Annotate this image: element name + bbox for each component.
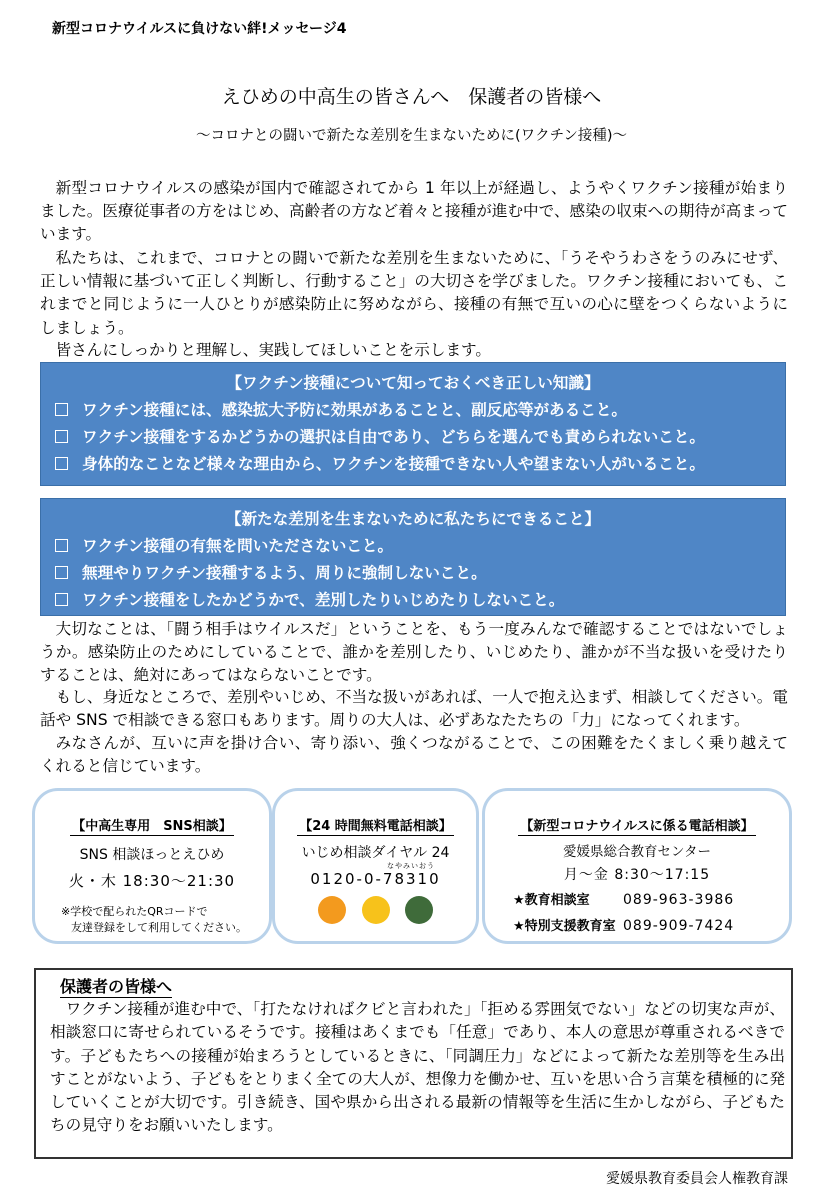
footer-issuer: 愛媛県教育委員会人権教育課 [606, 1171, 788, 1187]
header-label: 新型コロナウイルスに負けない絆!メッセージ4 [52, 21, 347, 37]
corona-line-1[interactable]: ★教育相談室 089-963-3986 [513, 892, 735, 908]
guardian-text: ワクチン接種が進む中で、「打たなければクビと言われた」「拒める雰囲気でない」などの切実な声が、相談窓口に寄せられているそうです。接種はあくまでも「任意」であり、本人の意思が尊重されるべきです。子どもたちへの接種が始まろうとしているときに、「同調圧力」などによって新たな差別等を生み出すことがないよう、子どもをとりまく全ての大人が、想像力を働かせ、互いを思い合う言葉を積極的に発していくことが大切です。引き続き、国や県から出される最新の情報等を生活に生かしながら、子どもたちの見守りをお願いいたします。 [50, 1000, 785, 1135]
sns-note-line-2: 友達登録をして利用してください。 [71, 921, 247, 934]
sns-consultation-card [32, 788, 272, 944]
checkbox-icon [55, 457, 68, 470]
intro-paragraph-1: 新型コロナウイルスの感染が国内で確認されてから 1 年以上が経過し、ようやくワクチン接種が始まりました。医療従事者の方をはじめ、高齢者の方など着々と接種が進む中で、感染の収束への期待が高まっています。 [40, 179, 788, 244]
closing-paragraph-1: 大切なことは、「闘う相手はウイルスだ」ということを、もう一度みんなで確認することではないでしょうか。感染防止のためにしていることで、誰かを差別したり、いじめたり、誰かが不当な扱いを受けたりすることは、絶対にあってはならないことです。 [40, 620, 788, 685]
closing-paragraph-3: みなさんが、互いに声を掛け合い、寄り添い、強くつながることで、この困難をたくましく乗り越えてくれると信じています。 [40, 734, 788, 776]
intro-paragraph-3: 皆さんにしっかりと理解し、実践してほしいことを示します。 [55, 341, 491, 359]
sns-service-name: SNS 相談ほっとえひめ [79, 847, 225, 863]
sns-hours: 火・木 18:30～21:30 [68, 872, 236, 890]
checkbox-icon [55, 403, 68, 416]
mascot-row [275, 896, 476, 928]
knowledge-item: 身体的なことなど様々な理由から、ワクチンを接種できない人や望まない人がいること。 [41, 451, 785, 478]
action-box [40, 498, 786, 616]
phone24-service-name: いじめ相談ダイヤル 24 [301, 845, 450, 861]
sns-heading: 【中高生専用 SNS相談】 [70, 815, 234, 836]
phone24-number[interactable]: なやみいおう 0120-0-78310 [310, 862, 441, 888]
phone24-heading: 【24 時間無料電話相談】 [297, 815, 454, 836]
checkbox-icon [55, 593, 68, 606]
mascot-green-icon [405, 896, 433, 924]
phone24-ruby: なやみいおう [387, 862, 435, 870]
guardian-title: 保護者の皆様へ [60, 977, 173, 996]
closing-paragraph-2: もし、身近なところで、差別やいじめ、不当な扱いがあれば、一人で抱え込まず、相談してください。電話や SNS で相談できる窓口もあります。周りの大人は、必ずあなたたちの「力」になってくれます。 [40, 688, 788, 730]
action-item: ワクチン接種をしたかどうかで、差別したりいじめたりしないこと。 [41, 587, 785, 614]
knowledge-item: ワクチン接種をするかどうかの選択は自由であり、どちらを選んでも責められないこと。 [41, 424, 785, 451]
corona-consultation-card [482, 788, 792, 944]
action-item: ワクチン接種の有無を問いたださないこと。 [41, 533, 785, 560]
corona-line-2[interactable]: ★特別支援教育室 089-909-7424 [513, 918, 735, 934]
page-subtitle: ～コロナとの闘いで新たな差別を生まないために(ワクチン接種)～ [195, 128, 628, 144]
checkbox-icon [55, 539, 68, 552]
action-item: 無理やりワクチン接種するよう、周りに強制しないこと。 [41, 560, 785, 587]
action-box-heading: 【新たな差別を生まないために私たちにできること】 [225, 510, 601, 528]
mascot-orange-icon [318, 896, 346, 924]
checkbox-icon [55, 566, 68, 579]
phone-24h-card [272, 788, 479, 944]
page-title: えひめの中高生の皆さんへ 保護者の皆様へ [221, 86, 602, 108]
sns-note-line-1: ※学校で配られたQRコードで [61, 905, 208, 918]
checkbox-icon [55, 430, 68, 443]
corona-heading: 【新型コロナウイルスに係る電話相談】 [518, 815, 755, 836]
knowledge-item: ワクチン接種には、感染拡大予防に効果があることと、副反応等があること。 [41, 397, 785, 424]
mascot-citrus-icon [362, 896, 390, 924]
corona-hours: 月～金 8:30～17:15 [563, 867, 711, 883]
corona-org: 愛媛県総合教育センター [563, 844, 711, 860]
knowledge-box [40, 362, 786, 486]
knowledge-box-heading: 【ワクチン接種について知っておくべき正しい知識】 [226, 374, 600, 392]
intro-paragraph-2: 私たちは、これまで、コロナとの闘いで新たな差別を生まないために、「うそやうわさをうのみにせず、正しい情報に基づいて正しく判断し、行動すること」の大切さを学びました。ワクチン接種においても、これまでと同じように一人ひとりが感染防止に努めながら、接種の有無で互いの心に壁をつくらないようにしましょう。 [40, 249, 788, 337]
